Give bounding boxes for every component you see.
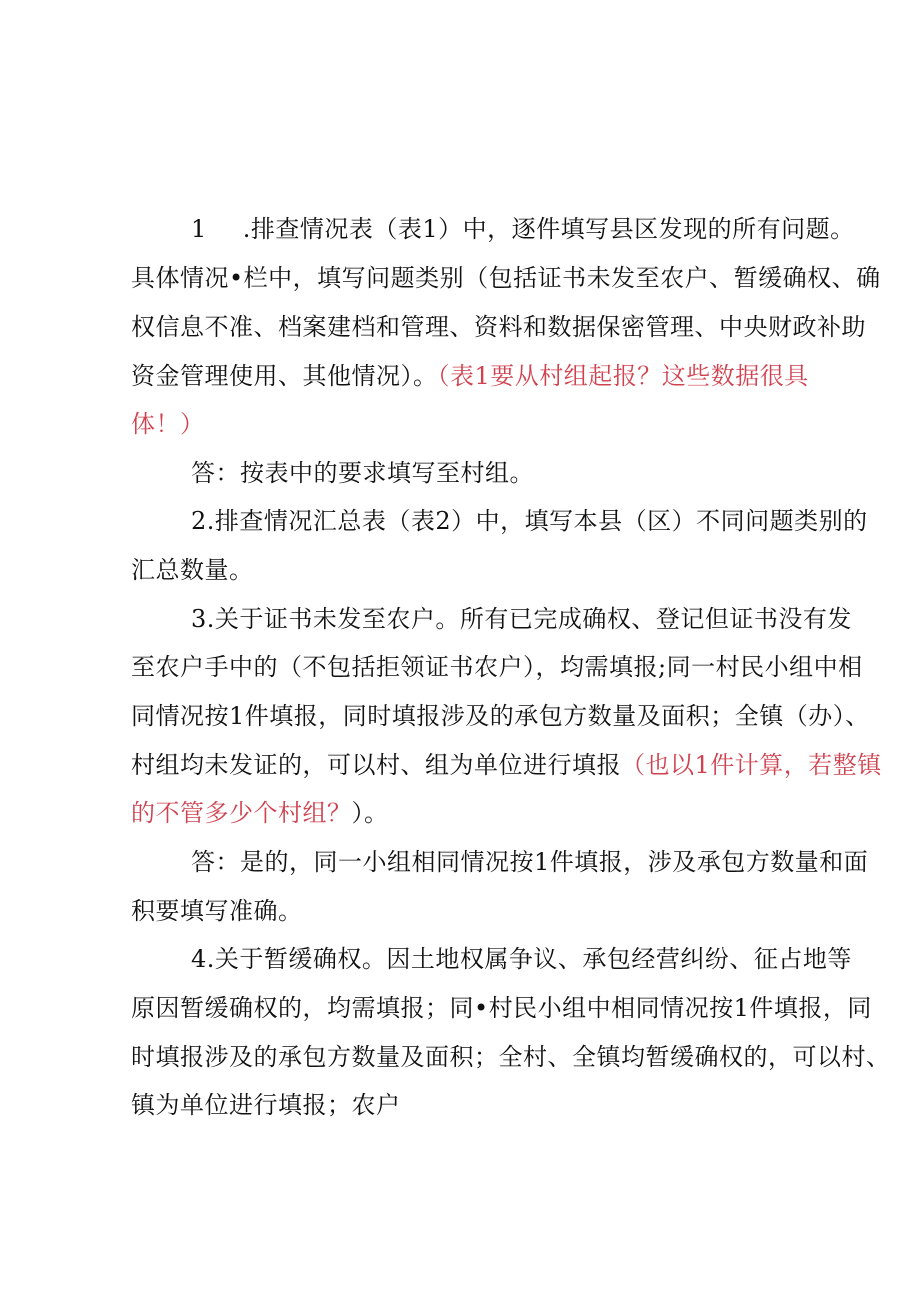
answer-3-line-2: 积要填写准确。 bbox=[131, 897, 303, 925]
paragraph-2-line-1: 2.排查情况汇总表（表2）中，填写本县（区）不同问题类别的 bbox=[191, 507, 868, 535]
paragraph-1-text: 资金管理使用、其他情况）。 bbox=[131, 362, 438, 390]
paragraph-3-line-4 bbox=[131, 749, 882, 781]
annotation-comment: 的不管多少个村组？ bbox=[131, 799, 352, 827]
paragraph-1-line-3: 权信息不准、档案建档和管理、资料和数据保密管理、中央财政补助 bbox=[131, 313, 866, 341]
paragraph-3-text: 村组均未发证的，可以村、组为单位进行填报 bbox=[131, 751, 621, 779]
answer-1: 答：按表中的要求填写至村组。 bbox=[191, 459, 534, 487]
paragraph-4-line-4: 镇为单位进行填报；农户 bbox=[131, 1091, 401, 1119]
paragraph-3-line-5 bbox=[131, 797, 389, 829]
paragraph-4-line-2: 原因暂缓确权的，均需填报；同•村民小组中相同情况按1件填报，同 bbox=[131, 994, 872, 1022]
item-number: 1 bbox=[191, 215, 207, 243]
paragraph-3-line-3: 同情况按1件填报，同时填报涉及的承包方数量及面积；全镇（办）、 bbox=[131, 702, 870, 730]
paragraph-1-line-1 bbox=[191, 213, 855, 245]
paragraph-1-text: .排查情况表（表1）中，逐件填写县区发现的所有问题。 bbox=[242, 215, 855, 243]
paragraph-1-line-4 bbox=[131, 360, 809, 392]
annotation-comment: （表1要从村组起报？这些数据很具 bbox=[437, 362, 809, 390]
paragraph-3-text: ）。 bbox=[351, 799, 389, 827]
paragraph-4-line-1: 4.关于暂缓确权。因土地权属争议、承包经营纠纷、征占地等 bbox=[191, 945, 852, 973]
annotation-comment: （也以1件计算，若整镇 bbox=[621, 751, 882, 779]
paragraph-2-line-2: 汇总数量。 bbox=[131, 556, 254, 584]
paragraph-4-line-3: 时填报涉及的承包方数量及面积；全村、全镇均暂缓确权的，可以村、 bbox=[131, 1043, 891, 1071]
annotation-comment: 体！） bbox=[131, 410, 205, 438]
paragraph-3-line-1: 3.关于证书未发至农户。所有已完成确权、登记但证书没有发 bbox=[191, 605, 852, 633]
paragraph-1-line-2: 具体情况•栏中，填写问题类别（包括证书未发至农户、暂缓确权、确 bbox=[131, 264, 881, 292]
answer-3-line-1: 答：是的，同一小组相同情况按1件填报，涉及承包方数量和面 bbox=[191, 848, 869, 876]
paragraph-3-line-2: 至农户手中的（不包括拒领证书农户），均需填报;同一村民小组中相 bbox=[131, 653, 863, 681]
